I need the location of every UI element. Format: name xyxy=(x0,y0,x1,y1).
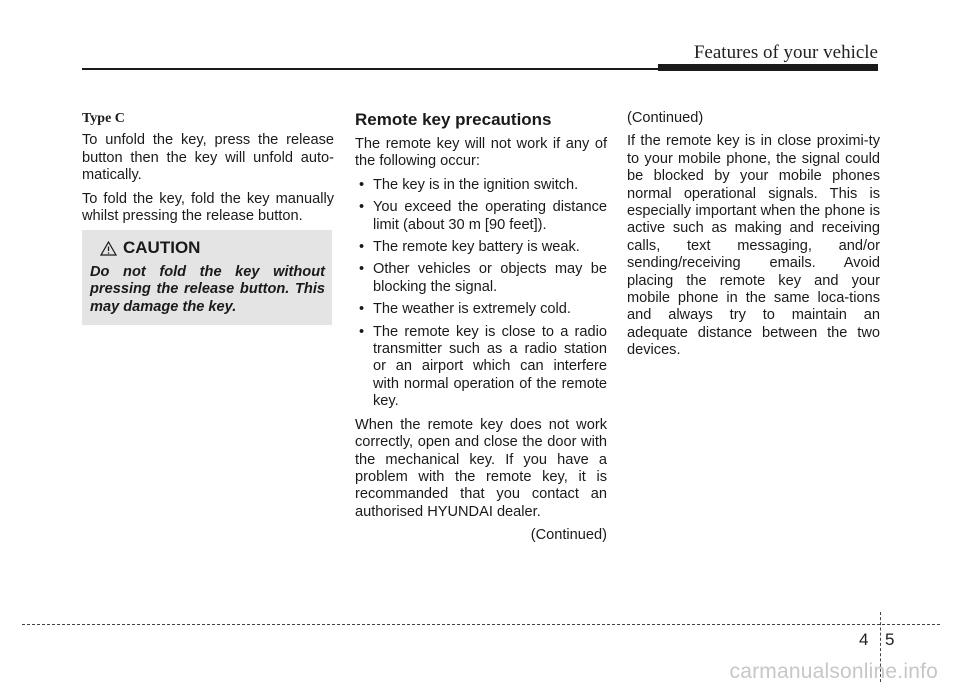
watermark: carmanualsonline.info xyxy=(729,660,938,683)
caution-box xyxy=(82,230,332,325)
bullet-icon: • xyxy=(359,301,365,318)
body-paragraph: When the remote key does not work correctly, open and close the door with the mechanical key. If you have a problem with the remote key, it is recommanded that you contact an authorised HYUNDAI dealer. xyxy=(355,416,607,520)
column-right xyxy=(627,110,880,366)
header-rule-accent xyxy=(658,64,878,71)
footer-divider xyxy=(22,624,940,625)
paragraph-unfold: To unfold the key, press the release button then the key will unfold auto-matically. xyxy=(82,132,334,184)
bullet-icon: • xyxy=(359,261,365,278)
continued-label: (Continued) xyxy=(530,527,607,544)
list-item: • The remote key is close to a radio transmitter such as a radio station or an airport which can interfere with normal operation of the remote key. xyxy=(359,323,607,410)
caution-text: Do not fold the key without pressing the release button. This may damage the key. xyxy=(90,264,325,315)
intro-paragraph: The remote key will not work if any of the following occur: xyxy=(355,136,607,170)
caution-header xyxy=(90,238,325,258)
list-item: • The remote key battery is weak. xyxy=(359,239,580,256)
type-heading: Type C xyxy=(82,111,125,126)
paragraph-fold: To fold the key, fold the key manually whilst pressing the release button. xyxy=(82,190,334,225)
caution-title: CAUTION xyxy=(123,238,201,257)
bullet-icon: • xyxy=(359,199,365,216)
column-middle xyxy=(355,110,607,551)
list-item: • You exceed the operating distance limit (about 30 m [90 feet]). xyxy=(359,199,607,233)
chapter-number: 4 xyxy=(859,630,869,649)
bullet-icon: • xyxy=(359,176,365,193)
page-number: 5 xyxy=(885,630,895,649)
body-paragraph: If the remote key is in close proximi-ty to your mobile phone, the signal could be blocked by your mobile phones normal operational signals. This is especially important when the phone is active such as making and receiving calls, text messaging, and/or sending/receiving emails. Avoid placing the remote key and your mobile phone in the same loca-tions and always try to maintain an adequate distance between the two devices. xyxy=(627,133,880,359)
list-item: • Other vehicles or objects may be blocking the signal. xyxy=(359,261,607,295)
bullet-icon: • xyxy=(359,239,365,256)
column-left xyxy=(82,110,334,231)
precautions-list xyxy=(355,177,607,411)
list-item: • The weather is extremely cold. xyxy=(359,301,571,318)
continued-label: (Continued) xyxy=(627,110,704,126)
header-title: Features of your vehicle xyxy=(693,42,878,63)
bullet-icon: • xyxy=(359,323,365,340)
list-item: • The key is in the ignition switch. xyxy=(359,176,579,193)
warning-triangle-icon xyxy=(100,241,117,256)
section-heading: Remote key precautions xyxy=(355,110,552,129)
